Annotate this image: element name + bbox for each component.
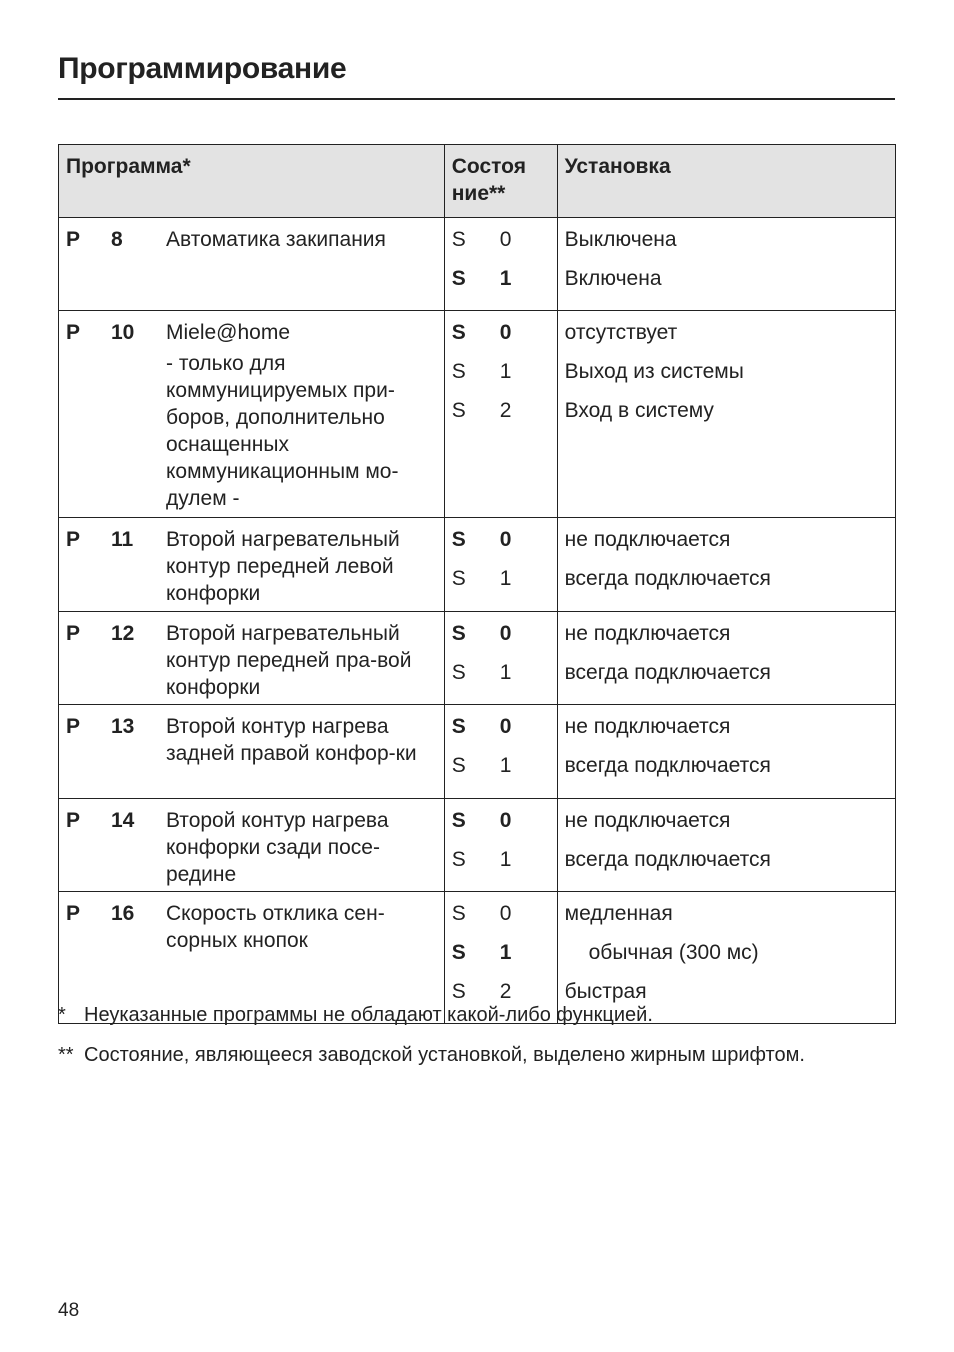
setting-label: всегда подключается bbox=[564, 661, 771, 684]
footnote-mark: ** bbox=[58, 1044, 74, 1066]
setting-label: Вход в систему bbox=[564, 399, 714, 422]
state-letter: S bbox=[451, 360, 466, 383]
setting-label: Выход из системы bbox=[564, 360, 744, 383]
state-value: 1 bbox=[499, 267, 512, 290]
setting-cell bbox=[557, 799, 895, 892]
setting-cell bbox=[557, 612, 895, 705]
setting-cell bbox=[557, 518, 895, 612]
state-value: 2 bbox=[499, 980, 512, 1003]
state-entry bbox=[452, 752, 557, 791]
setting-label: всегда подключается bbox=[564, 754, 771, 777]
state-value: 0 bbox=[499, 528, 512, 551]
state-entry bbox=[452, 526, 557, 565]
program-number: 16 bbox=[111, 902, 135, 925]
state-entry bbox=[452, 900, 557, 939]
table-row bbox=[59, 311, 896, 518]
state-letter: S bbox=[451, 754, 466, 777]
footnote-mark: * bbox=[58, 1004, 66, 1026]
setting-label: быстрая bbox=[564, 980, 647, 1003]
setting-label: не подключается bbox=[564, 809, 731, 832]
state-letter: S bbox=[451, 321, 466, 344]
state-entry bbox=[452, 807, 557, 846]
table-header-row bbox=[59, 145, 896, 218]
program-number: 13 bbox=[111, 715, 135, 738]
state-cell bbox=[444, 799, 557, 892]
state-letter: S bbox=[451, 715, 466, 738]
header-state: Состоя ние** bbox=[444, 145, 557, 218]
header-setting: Установка bbox=[557, 145, 895, 218]
state-entry bbox=[452, 659, 557, 698]
state-letter: S bbox=[451, 622, 466, 645]
state-letter: S bbox=[451, 661, 466, 684]
program-cell bbox=[59, 799, 445, 892]
footnote-2 bbox=[58, 1042, 858, 1069]
state-letter: S bbox=[451, 267, 466, 290]
state-entry bbox=[452, 713, 557, 752]
state-letter: S bbox=[451, 902, 466, 925]
state-letter: S bbox=[451, 528, 466, 551]
state-entry bbox=[452, 358, 557, 397]
program-description: Второй контур нагрева задней правой конфор-ки bbox=[166, 715, 417, 765]
state-entry bbox=[452, 265, 557, 304]
setting-label: не подключается bbox=[564, 715, 731, 738]
setting-label: Включена bbox=[564, 267, 662, 290]
program-prefix: P bbox=[66, 809, 81, 832]
title-divider bbox=[58, 98, 895, 100]
state-value: 1 bbox=[499, 754, 512, 777]
state-value: 0 bbox=[499, 321, 512, 344]
program-description: Второй нагревательный контур передней левой конфорки bbox=[166, 528, 400, 605]
programming-table bbox=[58, 144, 896, 1024]
setting-cell bbox=[557, 311, 895, 518]
program-cell bbox=[59, 518, 445, 612]
program-prefix: P bbox=[66, 528, 81, 551]
header-program: Программа* bbox=[59, 145, 445, 218]
setting-label: всегда подключается bbox=[564, 567, 771, 590]
state-cell bbox=[444, 705, 557, 799]
state-value: 0 bbox=[499, 809, 512, 832]
footnote-text: Неуказанные программы не обладают какой-либо функцией. bbox=[84, 1004, 653, 1026]
state-cell bbox=[444, 612, 557, 705]
state-entry bbox=[452, 939, 557, 978]
program-cell bbox=[59, 218, 445, 311]
table-row bbox=[59, 218, 896, 311]
program-description: Второй нагревательный контур передней пра-вой конфорки bbox=[166, 622, 412, 699]
state-entry bbox=[452, 397, 557, 436]
state-entry bbox=[452, 565, 557, 604]
state-letter: S bbox=[451, 228, 466, 251]
setting-label: не подключается bbox=[564, 622, 731, 645]
program-prefix: P bbox=[66, 228, 81, 251]
state-cell bbox=[444, 218, 557, 311]
setting-label: Выключена bbox=[564, 228, 677, 251]
state-value: 0 bbox=[499, 622, 512, 645]
program-number: 11 bbox=[111, 528, 134, 551]
table-row bbox=[59, 518, 896, 612]
setting-label: не подключается bbox=[564, 528, 731, 551]
program-prefix: P bbox=[66, 321, 81, 344]
program-description: Автоматика закипания bbox=[166, 228, 386, 251]
state-value: 0 bbox=[499, 715, 512, 738]
state-value: 1 bbox=[499, 661, 512, 684]
state-entry bbox=[452, 846, 557, 885]
setting-label: обычная (300 мс) bbox=[588, 941, 759, 964]
state-entry bbox=[452, 620, 557, 659]
program-number: 8 bbox=[111, 228, 123, 251]
program-prefix: P bbox=[66, 622, 81, 645]
state-value: 1 bbox=[499, 567, 512, 590]
page-number: 48 bbox=[58, 1300, 80, 1321]
setting-cell bbox=[557, 705, 895, 799]
setting-cell bbox=[557, 218, 895, 311]
program-description: Второй контур нагрева конфорки сзади посе-редине bbox=[166, 809, 389, 886]
program-number: 12 bbox=[111, 622, 135, 645]
state-entry bbox=[452, 319, 557, 358]
state-letter: S bbox=[451, 848, 466, 871]
footnote-1 bbox=[58, 1002, 858, 1029]
footnote-text: Состояние, являющееся заводской установкой, выделено жирным шрифтом. bbox=[84, 1044, 805, 1066]
program-note: - только для коммуницируемых при-боров, дополнительно оснащенных коммуникационным мо-дулем - bbox=[166, 352, 399, 510]
table-row bbox=[59, 799, 896, 892]
table-row bbox=[59, 705, 896, 799]
program-description: Скорость отклика сен-сорных кнопок bbox=[166, 902, 385, 952]
program-number: 14 bbox=[111, 809, 135, 832]
state-letter: S bbox=[451, 980, 466, 1003]
setting-label: всегда подключается bbox=[564, 848, 771, 871]
program-cell bbox=[59, 705, 445, 799]
state-value: 2 bbox=[499, 399, 512, 422]
state-letter: S bbox=[451, 399, 466, 422]
program-cell bbox=[59, 311, 445, 518]
table-row bbox=[59, 612, 896, 705]
page-title: Программирование bbox=[58, 52, 347, 85]
state-value: 1 bbox=[499, 360, 512, 383]
state-value: 1 bbox=[499, 848, 512, 871]
setting-label: медленная bbox=[564, 902, 673, 925]
program-prefix: P bbox=[66, 902, 81, 925]
program-number: 10 bbox=[111, 321, 135, 344]
state-letter: S bbox=[451, 567, 466, 590]
program-cell bbox=[59, 612, 445, 705]
state-cell bbox=[444, 518, 557, 612]
program-description: Miele@home - только для коммуницируемых при-боров, дополнительно оснащенных коммуникационным мо-дулем - bbox=[166, 319, 426, 512]
state-value: 0 bbox=[499, 902, 512, 925]
setting-label: отсутствует bbox=[564, 321, 678, 344]
state-cell bbox=[444, 311, 557, 518]
state-letter: S bbox=[451, 941, 466, 964]
state-value: 1 bbox=[499, 941, 512, 964]
state-value: 0 bbox=[499, 228, 512, 251]
state-letter: S bbox=[451, 809, 466, 832]
program-prefix: P bbox=[66, 715, 81, 738]
state-entry bbox=[452, 226, 557, 265]
